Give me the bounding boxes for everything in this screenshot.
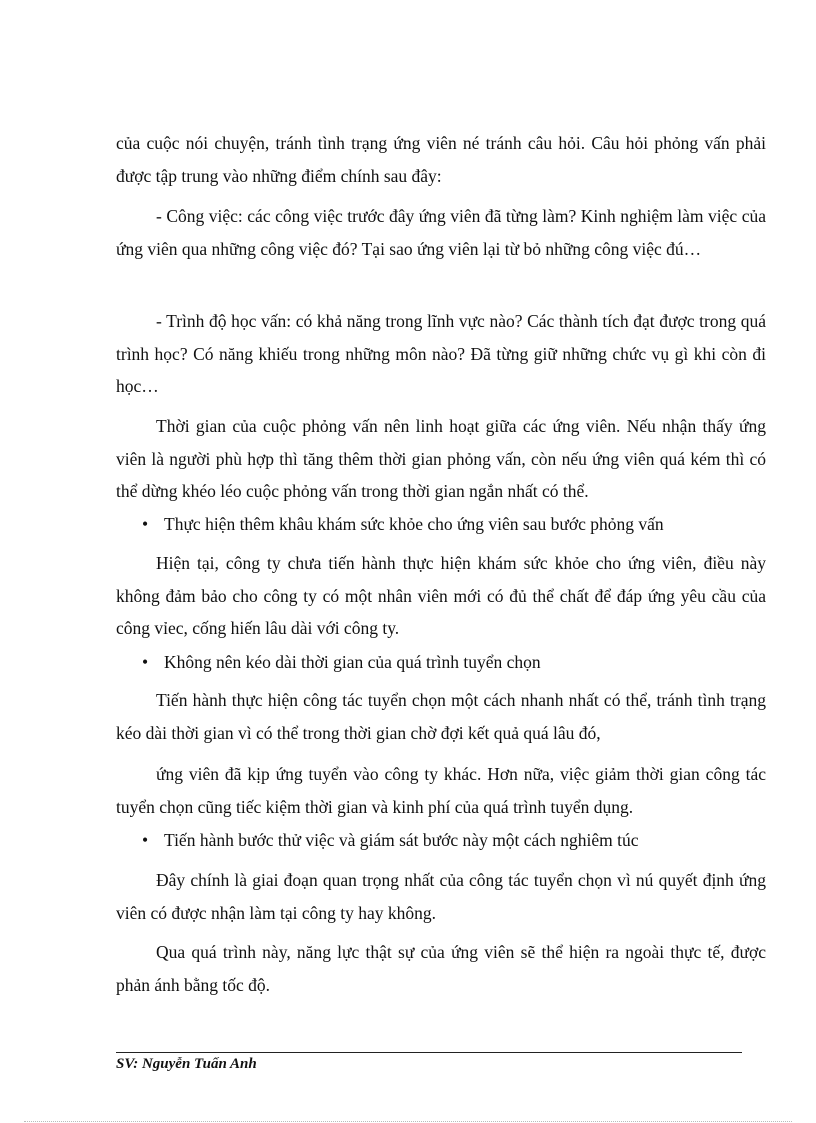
page-bottom-border bbox=[24, 1121, 792, 1122]
bullet-probation-text: Tiến hành bước thử việc và giám sát bước này một cách nghiêm túc bbox=[164, 830, 639, 850]
bullet-selection-time-text: Không nên kéo dài thời gian của quá trình tuyển chọn bbox=[164, 652, 541, 672]
footer-rule bbox=[116, 1052, 742, 1053]
footer-author: SV: Nguyễn Tuấn Anh bbox=[116, 1056, 257, 1072]
bullet-icon: • bbox=[142, 652, 149, 672]
paragraph-continuation: của cuộc nói chuyện, tránh tình trạng ứng viên né tránh câu hỏi. Câu hỏi phỏng vấn phải được tập trung vào những điểm chính sau đây: bbox=[116, 133, 766, 186]
paragraph-selection-speed: Tiến hành thực hiện công tác tuyển chọn một cách nhanh nhất có thể, tránh tình trạng kéo dài thời gian vì có thể trong thời gian chờ đợi kết quả quá lâu đó, bbox=[116, 690, 766, 743]
paragraph-health-check: Hiện tại, công ty chưa tiến hành thực hiện khám sức khỏe cho ứng viên, điều này không đảm bảo cho công ty có một nhân viên mới có đủ thể chất để đáp ứng yêu cầu của công vỉec, cống hiến lâu dài với công ty. bbox=[116, 553, 766, 638]
bullet-health-check-text: Thực hiện thêm khâu khám sức khỏe cho ứng viên sau bước phỏng vấn bbox=[164, 514, 664, 534]
paragraph-work-experience: - Công việc: các công việc trước đây ứng viên đã từng làm? Kinh nghiệm làm việc của ứng viên qua những công việc đó? Tại sao ứng viên lại từ bỏ những công việc đú… bbox=[116, 206, 766, 259]
bullet-icon: • bbox=[142, 830, 149, 850]
paragraph-probation-importance: Đây chính là giai đoạn quan trọng nhất của công tác tuyển chọn vì nú quyết định ứng viên có được nhận làm tại công ty hay không. bbox=[116, 870, 766, 923]
paragraph-education: - Trình độ học vấn: có khả năng trong lĩnh vực nào? Các thành tích đạt được trong quá trình học? Có năng khiếu trong những môn nào? Đã từng giữ những chức vụ gì khi còn đi học… bbox=[116, 311, 766, 396]
paragraph-probation-result: Qua quá trình này, năng lực thật sự của ứng viên sẽ thể hiện ra ngoài thực tế, được phản ánh bằng tốc độ. bbox=[116, 942, 766, 995]
paragraph-interview-duration: Thời gian của cuộc phỏng vấn nên linh hoạt giữa các ứng viên. Nếu nhận thấy ứng viên là người phù hợp thì tăng thêm thời gian phỏng vấn, còn nếu ứng viên quá kém thì có thể dừng khéo léo cuộc phỏng vấn trong thời gian ngắn nhất có thể. bbox=[116, 416, 766, 501]
paragraph-selection-speed-cont: ứng viên đã kịp ứng tuyển vào công ty khác. Hơn nữa, việc giảm thời gian công tác tuyển chọn cũng tiếc kiệm thời gian và kinh phí của quá trình tuyển dụng. bbox=[116, 764, 766, 817]
bullet-icon: • bbox=[142, 514, 149, 534]
